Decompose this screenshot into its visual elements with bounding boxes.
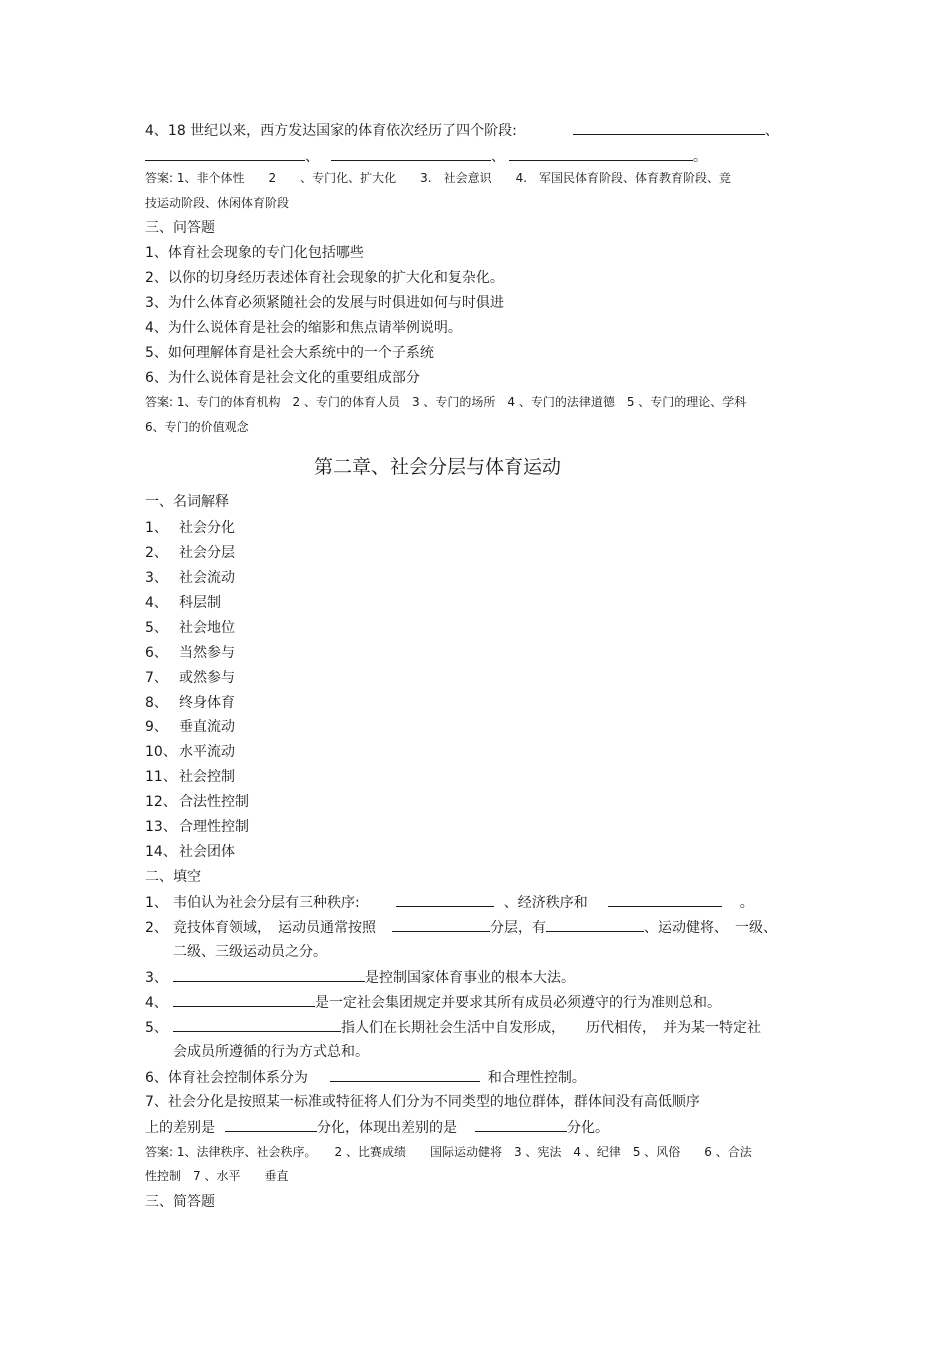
list-item: 7、 或然参与 (145, 670, 235, 686)
list-item: 12、 合法性控制 (145, 794, 249, 810)
question-4-line1: 4、18 世纪以来，西方发达国家的体育依次经历了四个阶段: 、 (145, 120, 779, 141)
blank (392, 917, 490, 932)
list-item: 1、体育社会现象的专门化包括哪些 (145, 245, 364, 261)
blank (573, 120, 765, 135)
list-item: 6、 当然参与 (145, 645, 235, 661)
section-heading: 一、名词解释 (145, 494, 229, 510)
blank (330, 1067, 480, 1082)
fill-item-4: 4、 是一定社会集团规定并要求其所有成员必须遵守的行为准则总和。 (145, 992, 721, 1013)
blank (225, 1117, 317, 1132)
list-item: 3、 社会流动 (145, 570, 235, 586)
list-item: 11、 社会控制 (145, 769, 235, 785)
fill-item-7: 7、社会分化是按照某一标准或特征将人们分为不同类型的地位群体，群体间没有高低顺序 (145, 1094, 700, 1110)
list-item: 6、为什么说体育是社会文化的重要组成部分 (145, 370, 420, 386)
list-item: 4、 科层制 (145, 595, 221, 611)
blank (145, 146, 305, 161)
list-item: 2、以你的切身经历表述体育社会现象的扩大化和复杂化。 (145, 270, 504, 286)
chapter-title: 第二章、社会分层与体育运动 (313, 456, 561, 478)
question-4-text: 4、18 世纪以来，西方发达国家的体育依次经历了四个阶段: (145, 123, 517, 139)
list-item: 8、 终身体育 (145, 695, 235, 711)
fill-item-7-cont: 上的差别是 分化，体现出差别的是 分化。 (145, 1117, 609, 1138)
fill-item-3: 3、 是控制国家体育事业的根本大法。 (145, 967, 575, 988)
answer-line: 性控制 7 、水平 垂直 (145, 1169, 289, 1183)
blank (509, 146, 693, 161)
blank (173, 1017, 341, 1032)
fill-item-6: 6、体育社会控制体系分为 和合理性控制。 (145, 1067, 586, 1088)
list-item: 5、如何理解体育是社会大系统中的一个子系统 (145, 345, 434, 361)
answer-line: 答案: 1、非个体性 2 、专门化、扩大化 3. 社会意识 4. 军国民体育阶段、体育教育阶段、竞 (145, 171, 732, 185)
fill-item-2: 2、 竞技体育领域， 运动员通常按照 分层，有 、运动健将、 一级、 (145, 917, 777, 938)
list-item: 9、 垂直流动 (145, 719, 235, 735)
blank (475, 1117, 567, 1132)
blank (173, 967, 365, 982)
list-item: 5、 社会地位 (145, 620, 235, 636)
blank (331, 146, 491, 161)
section-heading: 三、问答题 (145, 220, 215, 236)
blank (396, 892, 494, 907)
section-heading: 三、简答题 (145, 1194, 215, 1210)
section-heading: 二、填空 (145, 869, 201, 885)
question-4-line2: 、 、 。 (145, 146, 707, 167)
list-item: 14、 社会团体 (145, 844, 235, 860)
answer-line: 技运动阶段、休闲体育阶段 (145, 196, 290, 210)
list-item: 2、 社会分层 (145, 545, 235, 561)
blank (173, 992, 315, 1007)
list-item: 10、 水平流动 (145, 744, 235, 760)
list-item: 4、为什么说体育是社会的缩影和焦点请举例说明。 (145, 320, 462, 336)
fill-item-5-cont: 会成员所遵循的行为方式总和。 (173, 1044, 369, 1060)
fill-item-1: 1、 韦伯认为社会分层有三种秩序: 、经济秩序和 。 (145, 892, 754, 913)
blank (546, 917, 644, 932)
answer-line: 答案: 1、法律秩序、社会秩序。 2 、比赛成绩 国际运动健将 3 、宪法 4 、纪律 5 、风俗 6 、合法 (145, 1145, 752, 1159)
list-item: 13、 合理性控制 (145, 819, 249, 835)
blank (608, 892, 722, 907)
answer-line: 6、专门的价值观念 (145, 420, 249, 434)
answer-line: 答案: 1、专门的体育机构 2 、专门的体育人员 3 、专门的场所 4 、专门的法律道德 5 、专门的理论、学科 (145, 395, 747, 409)
list-item: 3、为什么体育必须紧随社会的发展与时俱进如何与时俱进 (145, 295, 504, 311)
list-item: 1、 社会分化 (145, 520, 235, 536)
fill-item-5: 5、 指人们在长期社会生活中自发形成， 历代相传， 并为某一特定社 (145, 1017, 761, 1038)
fill-item-2-cont: 二级、三级运动员之分。 (173, 944, 327, 960)
